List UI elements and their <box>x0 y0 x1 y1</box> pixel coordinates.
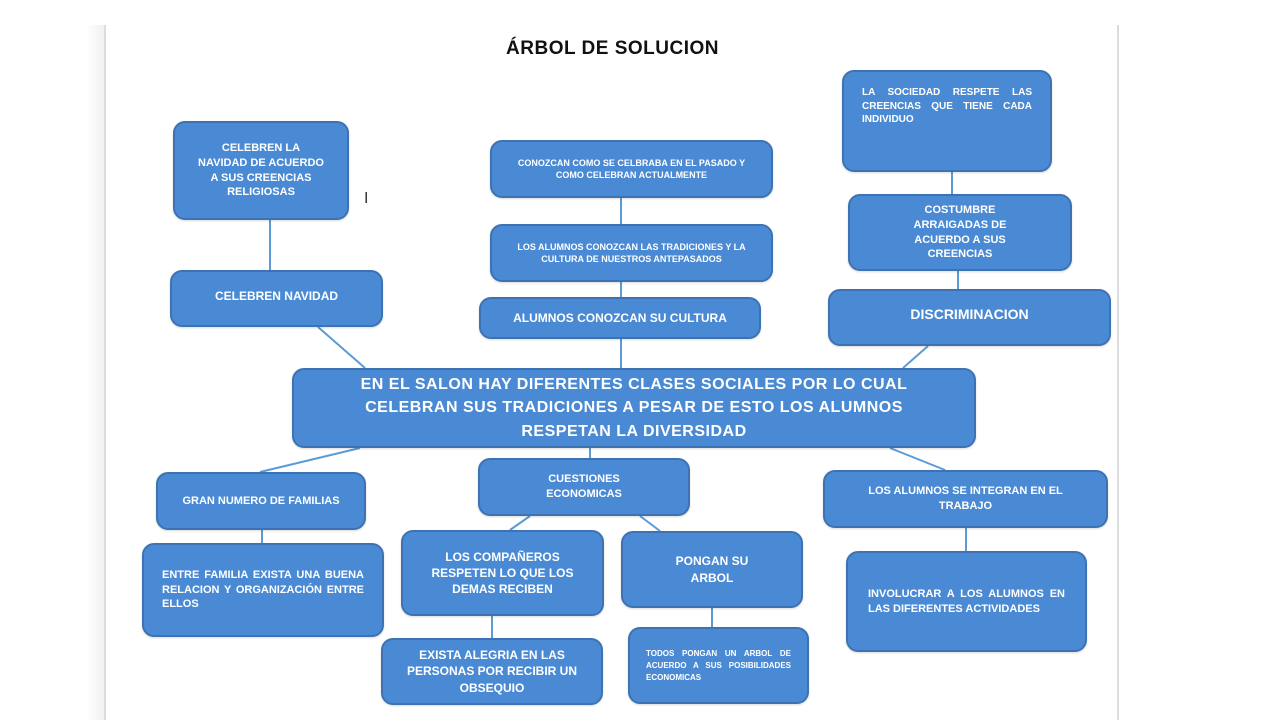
node-gran-numero: GRAN NUMERO DE FAMILIAS <box>156 472 366 530</box>
node-celebren-creencias: CELEBREN LA NAVIDAD DE ACUERDO A SUS CREENCIAS RELIGIOSAS <box>173 121 349 220</box>
node-pongan-arbol: PONGAN SU ARBOL <box>621 531 803 608</box>
node-discriminacion: DISCRIMINACION <box>828 289 1111 346</box>
node-celebren-navidad: CELEBREN NAVIDAD <box>170 270 383 327</box>
connector-line <box>260 448 360 472</box>
connector-line <box>640 516 660 531</box>
connector-line <box>890 448 945 470</box>
node-sociedad-respete: LA SOCIEDAD RESPETE LAS CREENCIAS QUE TIENE CADA INDIVIDUO <box>842 70 1052 172</box>
node-central-problem: EN EL SALON HAY DIFERENTES CLASES SOCIALES POR LO CUAL CELEBRAN SUS TRADICIONES A PESAR DE ESTO LOS ALUMNOS RESPETAN LA DIVERSIDAD <box>292 368 976 448</box>
connector-line <box>510 516 530 530</box>
node-conozcan-cultura: ALUMNOS CONOZCAN SU CULTURA <box>479 297 761 339</box>
connector-line <box>903 346 928 368</box>
node-involucrar: INVOLUCRAR A LOS ALUMNOS EN LAS DIFERENTES ACTIVIDADES <box>846 551 1087 652</box>
node-entre-familia: ENTRE FAMILIA EXISTA UNA BUENA RELACION Y ORGANIZACIÓN ENTRE ELLOS <box>142 543 384 637</box>
node-cuestiones-economicas: CUESTIONES ECONOMICAS <box>478 458 690 516</box>
node-conozcan-pasado: CONOZCAN COMO SE CELBRABA EN EL PASADO Y COMO CELEBRAN ACTUALMENTE <box>490 140 773 198</box>
node-tradiciones: LOS ALUMNOS CONOZCAN LAS TRADICIONES Y LA CULTURA DE NUESTROS ANTEPASADOS <box>490 224 773 282</box>
node-integran-trabajo: LOS ALUMNOS SE INTEGRAN EN EL TRABAJO <box>823 470 1108 528</box>
connector-line <box>318 327 365 368</box>
node-todos-pongan: TODOS PONGAN UN ARBOL DE ACUERDO A SUS POSIBILIDADES ECONOMICAS <box>628 627 809 704</box>
node-alegria: EXISTA ALEGRIA EN LAS PERSONAS POR RECIBIR UN OBSEQUIO <box>381 638 603 705</box>
node-companeros: LOS COMPAÑEROS RESPETEN LO QUE LOS DEMAS RECIBEN <box>401 530 604 616</box>
text-cursor-mark: I <box>364 190 369 207</box>
diagram-title: ÁRBOL DE SOLUCION <box>506 38 719 59</box>
node-costumbre: COSTUMBRE ARRAIGADAS DE ACUERDO A SUS CREENCIAS <box>848 194 1072 271</box>
